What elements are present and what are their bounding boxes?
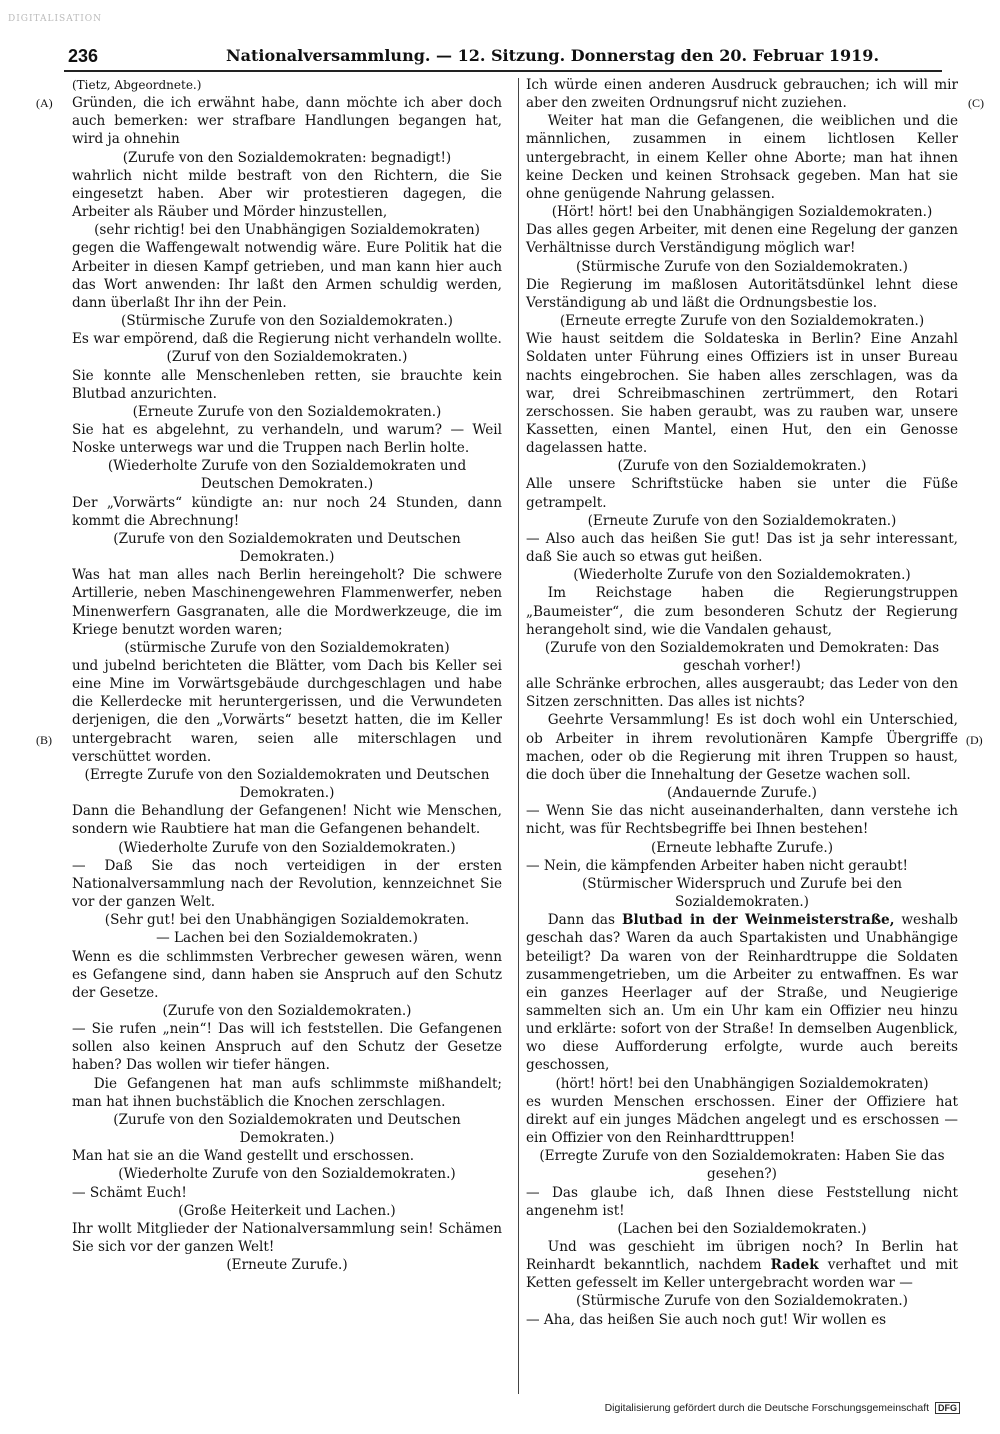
interjection: (Zurufe von den Sozialdemokraten und Deutschen Demokraten.) [113, 1111, 461, 1147]
interjection: (Erregte Zurufe von den Sozialdemokraten und Deutschen Demokraten.) [84, 766, 490, 802]
paragraph: — Aha, das heißen Sie auch noch gut! Wir wollen es [526, 1311, 887, 1328]
paragraph: Ihr wollt Mitglieder der Nationalversammlung sein! Schämen Sie sich vor der ganzen Welt! [72, 1220, 502, 1255]
paragraph: Ich würde einen anderen Ausdruck gebrauchen; ich will mir aber den zweiten Ordnungsruf nicht zuziehen. [526, 77, 958, 112]
paragraph: Gründen, die ich erwähnt habe, dann möchte ich aber doch auch bemerken: wer strafbare Handlungen begangen hat, wird ja ohnehin [72, 95, 502, 148]
margin-marker-d: (D) [966, 733, 983, 747]
paragraph: — Nein, die kämpfenden Arbeiter haben nicht geraubt! [526, 857, 909, 874]
paragraph: Alle unsere Schriftstücke haben sie unter die Füße getrampelt. [526, 476, 958, 511]
paragraph: gegen die Waffengewalt notwendig wäre. Eure Politik hat die Arbeiter in diesen Kampf getrieben, und man kann hier auch das Wort anwenden: Ihr laßt den Armen schuldig werden, dann überlaßt Ihr ihn der Pein. [72, 240, 502, 311]
paragraph: Die Regierung im maßlosen Autoritätsdünkel lehnt diese Verständigung ab und läßt die Ordnungsbestie los. [526, 276, 958, 311]
interjection: (Andauernde Zurufe.) [667, 785, 817, 802]
dfg-logo: DFG [935, 1402, 960, 1414]
interjection: (Zurufe von den Sozialdemokraten und Demokraten: Das geschah vorher!) [544, 639, 940, 674]
paragraph: — Daß Sie das noch verteidigen in der ersten Nationalversammlung nach der Revolution, kennzeichnet Sie vor der ganzen Welt. [72, 857, 502, 911]
interjection: (Stürmische Zurufe von den Sozialdemokraten.) [576, 1293, 908, 1310]
paragraph: Es war empörend, daß die Regierung nicht verhandeln wollte. [72, 331, 502, 348]
paragraph: Man hat sie an die Wand gestellt und erschossen. [72, 1148, 415, 1165]
paragraph: Sie hat es abgelehnt, zu verhandeln, und warum? — Weil Noske unterwegs war und die Truppen nach Berlin holte. [72, 421, 502, 457]
margin-marker-c: (C) [968, 96, 984, 110]
paragraph: Der „Vorwärts“ kündigte an: nur noch 24 Stunden, dann kommt die Abrechnung! [72, 494, 502, 529]
interjection: (Zurufe von den Sozialdemokraten.) [617, 458, 867, 475]
right-column [526, 76, 958, 1329]
column-divider [518, 78, 519, 1394]
interjection: (Zurufe von den Sozialdemokraten: begnadigt!) [122, 149, 452, 166]
interjection: (sehr richtig! bei den Unabhängigen Sozialdemokraten) [94, 222, 480, 239]
paragraph: Geehrte Versammlung! Es ist doch wohl ein Unterschied, ob Arbeiter in ihrem revolutionären Kampfe Übergriffe machen, oder ob die Regierung mit ihren Truppen so haust, die doch über die Innehaltung der Gesetze wachen soll. [526, 712, 958, 783]
paragraph: Im Reichstage haben die Regierungstruppen „Baumeister“, die zum besonderen Schutz der Regierung herangeholt sind, wie die Vandalen gehaust, [526, 585, 958, 638]
margin-marker-a: (A) [36, 96, 53, 110]
interjection: — Lachen bei den Sozialdemokraten.) [156, 930, 418, 947]
interjection: (Erneute lebhafte Zurufe.) [650, 839, 834, 856]
interjection: (Erneute erregte Zurufe von den Sozialdemokraten.) [559, 313, 925, 330]
paragraph: — Schämt Euch! [72, 1184, 187, 1201]
paragraph: Dann die Behandlung der Gefangenen! Nicht wie Menschen, sondern wie Raubtiere hat man die Gefangenen behandelt. [72, 803, 502, 838]
interjection: (Erneute Zurufe von den Sozialdemokraten.) [132, 403, 442, 420]
paragraph: es wurden Menschen erschossen. Einer der Offiziere hat direkt auf ein junges Mädchen angelegt und es erschossen — ein Offizier von den Reinhardttruppen! [526, 1093, 958, 1147]
paragraph: — Wenn Sie das nicht auseinanderhalten, dann verstehe ich nicht, was für Rechtsbegriffe bei Ihnen bestehen! [526, 803, 958, 838]
interjection: (Sehr gut! bei den Unabhängigen Sozialdemokraten. [104, 912, 470, 929]
paragraph: Was hat man alles nach Berlin hereingeholt? Die schwere Artillerie, neben Maschinengewehren Flammenwerfer, neben Minenwerfern Gasgranaten, alle die Mordwerkzeuge, die im Kriege benutzt worden waren; [72, 567, 502, 638]
paragraph: wahrlich nicht milde bestraft von den Richtern, die Sie eingesetzt haben. Aber wir protestieren dagegen, die Arbeiter als Räuber und Mörder hinzustellen, [72, 167, 502, 221]
page-number: 236 [68, 46, 99, 66]
paragraph-weinmeisterstrasse [526, 911, 958, 1074]
paragraph-body: verhaftet und mit Ketten gefesselt im Keller untergebracht worden war — [526, 1257, 959, 1292]
interjection: (Stürmische Zurufe von den Sozialdemokraten.) [576, 258, 908, 275]
running-title: Nationalversammlung. — 12. Sitzung. Donnerstag den 20. Februar 1919. [226, 46, 880, 65]
paragraph-radek [526, 1238, 958, 1292]
margin-marker-b: (B) [36, 733, 52, 747]
interjection: (hört! hört! bei den Unabhängigen Sozialdemokraten) [555, 1075, 929, 1092]
bold-heading-blutbad: Blutbad in der Weinmeisterstraße, [621, 912, 895, 929]
footer-credit [605, 1402, 960, 1414]
paragraph-lead: Und was geschieht im übrigen noch? In Berlin hat Reinhardt bekanntlich, nachdem [526, 1239, 958, 1274]
header-rule [64, 70, 942, 72]
paragraph: Die Gefangenen hat man aufs schlimmste mißhandelt; man hat ihnen buchstäblich die Knochen zerschlagen. [72, 1075, 502, 1110]
paragraph-body: weshalb geschah das? Waren da auch Spartakisten und Unabhängige beteiligt? Da waren von der Reinhardtruppe die Soldaten zusammengetrieben, um die Arbeiter zu entwaffnen. Es war ein ganzes Heerlager auf der Straße, und Neugierige sammelten sich an. Um ein Uhr kam ein Offizier neu hinzu und erklärte: sofort von der Straße! In demselben Augenblick, wo diese Aufforderung erfolgte, wurde auch bereits geschossen, [526, 912, 958, 1074]
paragraph: alle Schränke erbrochen, alles ausgeraubt; das Leder von den Sitzen zerschnitten. Das alles ist nichts? [526, 676, 958, 711]
paragraph: Wie haust seitdem die Soldateska in Berlin? Eine Anzahl Soldaten unter Führung eines Offiziers ist in unser Bureau nachts eingebrochen. Sie haben alles zerschlagen, was da war, drei Schreibmaschinen zertrümmert, den Rotari zerschossen. Sie haben geraubt, was zu rauben war, unsere Kassetten, einen Mantel, einen Hut, den ein Genosse dagelassen hatte. [526, 331, 958, 457]
paragraph: und jubelnd berichteten die Blätter, vom Dach bis Keller sei eine Mine im Vorwärtsgebäude durchgeschlagen und habe die Kellerdecke mit heruntergerissen, und die Verwundeten derjenigen, die den „Vorwärts“ besetzt hatten, die im Keller untergebracht waren, seien alle miterschlagen und verschüttet worden. [72, 658, 502, 765]
paragraph-lead: Dann das [547, 912, 615, 929]
scan-stamp: DIGITALISATION [8, 14, 103, 24]
paragraph: Sie konnte alle Menschenleben retten, sie brauchte kein Blutbad anzurichten. [72, 367, 502, 402]
paragraph: Das alles gegen Arbeiter, mit denen eine Regelung der ganzen Verhältnisse durch Verständigung möglich war! [526, 222, 958, 257]
paragraph: — Das glaube ich, daß Ihnen diese Feststellung nicht angenehm ist! [526, 1184, 958, 1219]
interjection: (stürmische Zurufe von den Sozialdemokraten) [124, 639, 450, 656]
interjection: (Erneute Zurufe von den Sozialdemokraten.) [587, 512, 897, 529]
interjection: (Stürmischer Widerspruch und Zurufe bei den Sozialdemokraten.) [581, 875, 903, 911]
interjection: (Zurufe von den Sozialdemokraten.) [162, 1002, 412, 1019]
interjection: (Wiederholte Zurufe von den Sozialdemokraten.) [573, 567, 911, 584]
interjection: (Lachen bei den Sozialdemokraten.) [617, 1220, 867, 1237]
speaker-label: (Tietz, Abgeordnete.) [72, 78, 202, 92]
bold-name-radek: Radek [770, 1257, 819, 1274]
paragraph: — Sie rufen „nein“! Das will ich feststellen. Die Gefangenen sollen also keinen Anspruch auf den Schutz der Gesetze haben? Das wollen wir tiefer hängen. [72, 1021, 502, 1074]
interjection: (Hört! hört! bei den Unabhängigen Sozialdemokraten.) [551, 204, 933, 221]
footer-text: Digitalisierung gefördert durch die Deutsche Forschungsgemeinschaft [604, 1402, 930, 1414]
interjection: (Stürmische Zurufe von den Sozialdemokraten.) [121, 313, 453, 330]
interjection: (Große Heiterkeit und Lachen.) [178, 1202, 396, 1219]
interjection: (Zurufe von den Sozialdemokraten und Deutschen Demokraten.) [113, 530, 461, 566]
interjection: (Wiederholte Zurufe von den Sozialdemokraten.) [118, 1166, 456, 1183]
interjection: (Erneute Zurufe.) [226, 1257, 348, 1274]
page-header [58, 44, 880, 68]
left-column [72, 76, 502, 1274]
interjection: (Wiederholte Zurufe von den Sozialdemokraten und Deutschen Demokraten.) [107, 458, 467, 493]
interjection: (Erregte Zurufe von den Sozialdemokraten: Haben Sie das gesehen?) [539, 1148, 945, 1183]
interjection: (Zuruf von den Sozialdemokraten.) [166, 349, 408, 366]
interjection: (Wiederholte Zurufe von den Sozialdemokraten.) [118, 839, 456, 856]
paragraph: Wenn es die schlimmsten Verbrecher gewesen wären, wenn es Gefangene sind, dann haben sie Anspruch auf den Schutz der Gesetze. [72, 948, 502, 1001]
paragraph: Weiter hat man die Gefangenen, die weiblichen und die männlichen, zusammen in einem lichtlosen Keller untergebracht, in einem Keller ohne Aborte; man hat ihnen keine Decken und keinen Strohsack gegeben. Man hat sie ohne genügende Nahrung gelassen. [526, 113, 958, 202]
paragraph: — Also auch das heißen Sie gut! Das ist ja sehr interessant, daß Sie auch so etwas gut heißen. [526, 530, 958, 566]
